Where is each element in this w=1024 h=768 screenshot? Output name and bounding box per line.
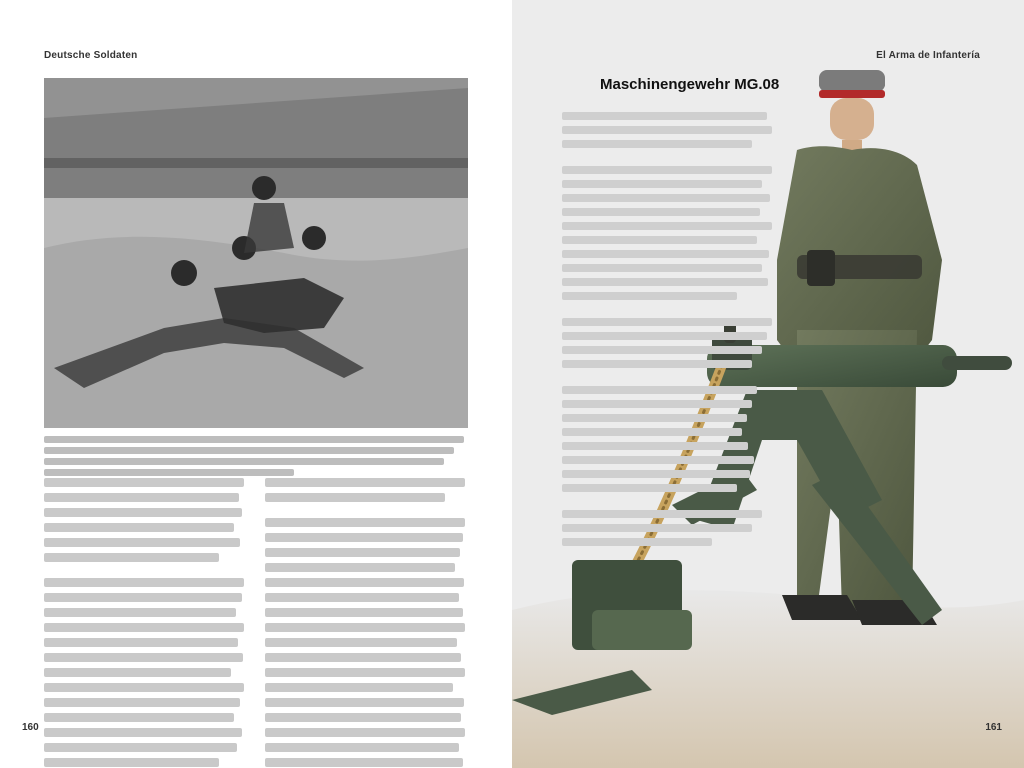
caption-line-placeholder — [44, 436, 464, 443]
text-line-placeholder — [562, 524, 752, 532]
black-and-white-photo — [44, 78, 468, 428]
text-line-placeholder — [265, 728, 465, 737]
text-line-placeholder — [562, 318, 772, 326]
text-line-placeholder — [562, 112, 767, 120]
text-line-placeholder — [44, 493, 239, 502]
text-line-placeholder — [265, 533, 463, 542]
text-line-placeholder — [265, 563, 455, 572]
right-body-text — [562, 112, 772, 552]
text-line-placeholder — [562, 292, 737, 300]
text-line-placeholder — [44, 623, 244, 632]
text-line-placeholder — [44, 698, 240, 707]
text-line-placeholder — [265, 518, 465, 527]
text-line-placeholder — [44, 713, 234, 722]
text-line-placeholder — [562, 538, 712, 546]
text-line-placeholder — [562, 166, 772, 174]
left-page-number: 160 — [22, 722, 39, 733]
text-line-placeholder — [562, 140, 752, 148]
text-line-placeholder — [562, 442, 748, 450]
text-line-placeholder — [562, 194, 770, 202]
right-running-head: El Arma de Infantería — [876, 50, 980, 61]
section-title: Maschinengewehr MG.08 — [600, 76, 780, 93]
text-line-placeholder — [265, 668, 465, 677]
photo-caption — [44, 436, 468, 480]
text-line-placeholder — [265, 623, 465, 632]
text-line-placeholder — [265, 683, 453, 692]
text-line-placeholder — [265, 478, 465, 487]
text-line-placeholder — [562, 208, 760, 216]
text-line-placeholder — [562, 510, 762, 518]
text-line-placeholder — [562, 236, 757, 244]
text-line-placeholder — [44, 523, 234, 532]
left-body-column-1 — [44, 478, 247, 768]
text-line-placeholder — [562, 332, 767, 340]
text-line-placeholder — [562, 126, 772, 134]
caption-line-placeholder — [44, 447, 454, 454]
text-line-placeholder — [265, 638, 457, 647]
text-line-placeholder — [44, 638, 238, 647]
text-line-placeholder — [44, 593, 242, 602]
text-line-placeholder — [562, 456, 754, 464]
text-line-placeholder — [265, 593, 459, 602]
text-line-placeholder — [44, 608, 236, 617]
text-line-placeholder — [44, 553, 219, 562]
caption-line-placeholder — [44, 458, 444, 465]
text-line-placeholder — [562, 428, 742, 436]
text-line-placeholder — [265, 608, 463, 617]
text-line-placeholder — [265, 653, 461, 662]
caption-line-placeholder — [44, 469, 294, 476]
text-line-placeholder — [265, 548, 460, 557]
text-line-placeholder — [265, 698, 464, 707]
text-line-placeholder — [44, 478, 244, 487]
text-line-placeholder — [44, 758, 219, 767]
text-line-placeholder — [44, 508, 242, 517]
left-body-column-2 — [265, 478, 468, 768]
text-line-placeholder — [562, 250, 769, 258]
text-line-placeholder — [562, 400, 752, 408]
text-line-placeholder — [44, 743, 237, 752]
right-page-number: 161 — [985, 722, 1002, 733]
text-line-placeholder — [562, 470, 750, 478]
text-line-placeholder — [44, 538, 240, 547]
text-line-placeholder — [562, 278, 768, 286]
text-line-placeholder — [562, 264, 762, 272]
text-line-placeholder — [562, 360, 752, 368]
text-line-placeholder — [44, 728, 242, 737]
text-line-placeholder — [265, 713, 461, 722]
right-page — [512, 0, 1024, 768]
text-line-placeholder — [265, 743, 459, 752]
text-line-placeholder — [265, 758, 463, 767]
text-line-placeholder — [562, 484, 737, 492]
text-line-placeholder — [44, 668, 231, 677]
text-line-placeholder — [562, 180, 762, 188]
text-line-placeholder — [44, 653, 243, 662]
text-line-placeholder — [562, 414, 747, 422]
text-line-placeholder — [562, 346, 762, 354]
text-line-placeholder — [265, 578, 464, 587]
text-line-placeholder — [562, 386, 757, 394]
text-line-placeholder — [562, 222, 772, 230]
text-line-placeholder — [44, 578, 244, 587]
text-line-placeholder — [44, 683, 244, 692]
left-running-head: Deutsche Soldaten — [44, 50, 138, 61]
text-line-placeholder — [265, 493, 445, 502]
